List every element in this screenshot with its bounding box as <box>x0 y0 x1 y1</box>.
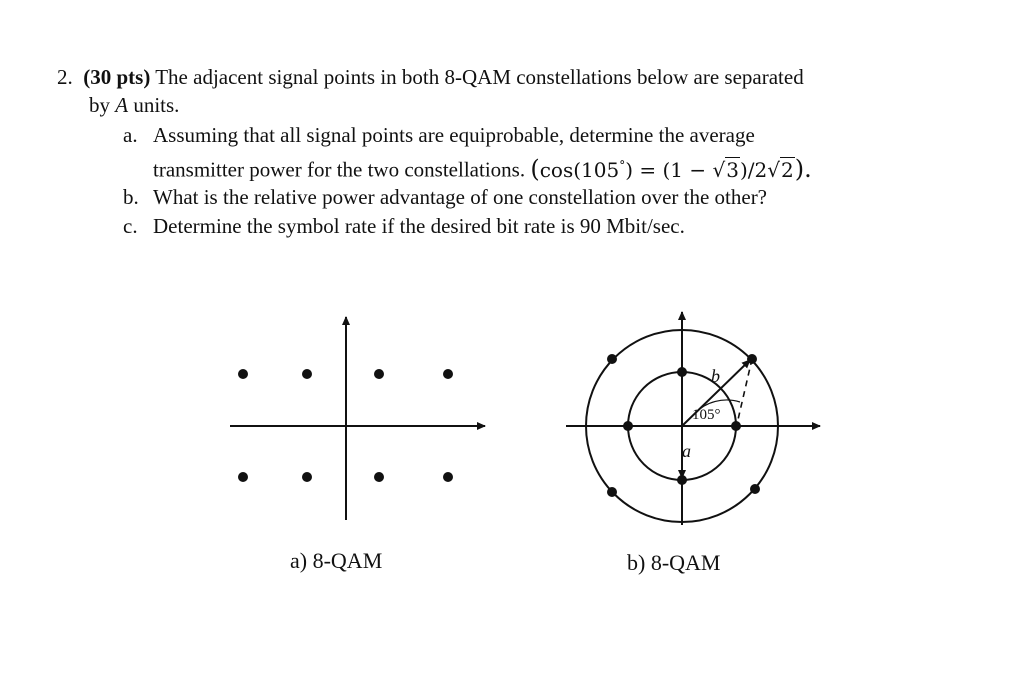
constellation-b-point <box>677 475 687 485</box>
constellation-b-label-b: b <box>711 366 720 386</box>
part-a-letter: a. <box>123 123 138 147</box>
hint-close: ). <box>794 154 812 183</box>
caption-right: b) 8-QAM <box>627 550 721 575</box>
constellation-a-point <box>443 472 453 482</box>
constellation-a <box>230 317 485 520</box>
hint-mid: ) = (1 − √ <box>625 157 726 182</box>
constellation-b <box>566 312 820 525</box>
hint-open-paren: ( <box>530 154 540 183</box>
hint-mid2: )/2√ <box>739 157 780 182</box>
constellation-a-point <box>443 369 453 379</box>
constellation-b-label-angle: 105° <box>692 407 721 423</box>
problem-intro-line2-suffix: units. <box>133 93 180 117</box>
problem-intro-line1: The adjacent signal points in both 8-QAM constellations below are separated <box>155 65 804 89</box>
constellation-b-point <box>750 484 760 494</box>
part-a-text-line2: transmitter power for the two constellations. <box>153 157 526 182</box>
constellation-a-point <box>238 472 248 482</box>
constellation-a-point <box>302 472 312 482</box>
constellation-a-point <box>302 369 312 379</box>
constellation-b-point <box>677 367 687 377</box>
constellation-b-label-a: a <box>682 441 691 461</box>
part-b-text: What is the relative power advantage of one constellation over the other? <box>153 185 768 209</box>
part-c-letter: c. <box>123 214 138 238</box>
constellation-a-point <box>238 369 248 379</box>
constellation-b-point <box>731 421 741 431</box>
constellation-a-point <box>374 369 384 379</box>
hint-degree: ° <box>619 158 626 172</box>
hint-radicand-1: 3 <box>726 157 739 182</box>
hint-cos: cos(105 <box>539 157 620 182</box>
constellation-a-point <box>374 472 384 482</box>
part-c-text: Determine the symbol rate if the desired bit rate is 90 Mbit/sec. <box>153 214 685 238</box>
constellation-b-point <box>607 354 617 364</box>
constellation-b-point <box>747 354 757 364</box>
constellation-b-point <box>607 487 617 497</box>
caption-left: a) 8-QAM <box>290 548 383 573</box>
problem-number: 2. <box>57 65 73 89</box>
part-a-text-line1: Assuming that all signal points are equiprobable, determine the average <box>153 123 755 147</box>
problem-intro-line2-prefix: by <box>89 93 110 117</box>
part-b-letter: b. <box>123 185 139 209</box>
constellation-b-point <box>623 421 633 431</box>
problem-intro-line2-var: A <box>115 93 129 117</box>
hint-radicand-2: 2 <box>780 157 794 182</box>
problem-points: (30 pts) <box>83 65 151 89</box>
constellation-b-dashed-segment <box>737 359 752 424</box>
